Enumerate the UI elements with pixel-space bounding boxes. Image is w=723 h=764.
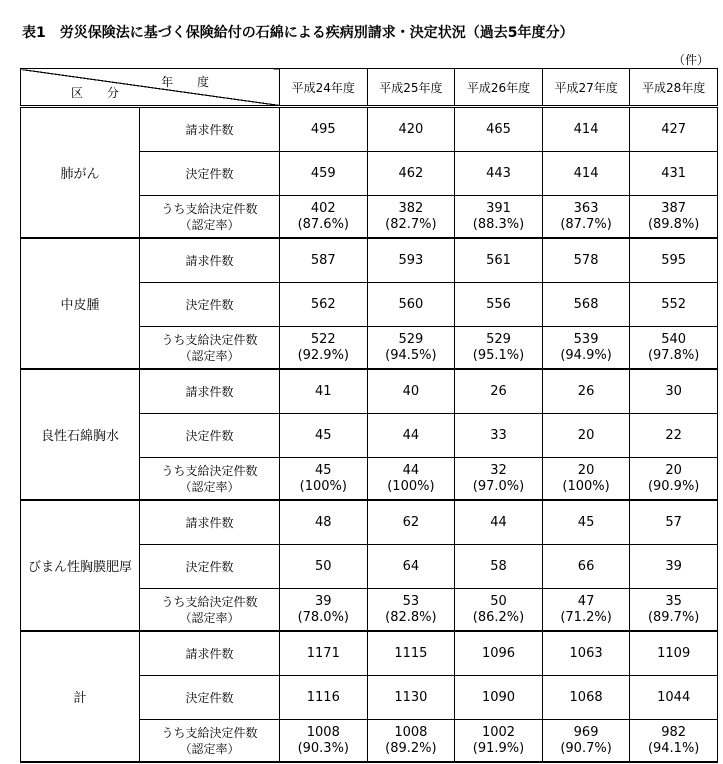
request-count: 41 <box>280 369 368 414</box>
decision-count: 50 <box>280 545 368 589</box>
header-year: 平成26年度 <box>455 69 543 107</box>
decision-count: 568 <box>542 283 630 327</box>
approved-count: 402 <box>310 200 336 216</box>
approval-rate: (89.2%) <box>385 740 437 756</box>
decision-count: 58 <box>455 545 543 589</box>
request-count: 45 <box>542 500 630 545</box>
approved-count: 45 <box>315 462 332 478</box>
approved-cell <box>630 589 718 632</box>
approved-cell <box>630 196 718 239</box>
approval-rate: (94.9%) <box>560 347 612 363</box>
row-label-approved <box>140 720 280 763</box>
approved-cell <box>280 720 368 763</box>
row-label-decision: 決定件数 <box>140 545 280 589</box>
decision-count: 560 <box>367 283 455 327</box>
request-count: 587 <box>280 238 368 283</box>
request-count: 495 <box>280 107 368 152</box>
unit-label: （件） <box>672 53 709 67</box>
table-row <box>21 631 718 676</box>
approved-count: 39 <box>315 593 332 609</box>
approval-rate: (94.1%) <box>647 740 700 756</box>
rate-label: （認定率） <box>179 217 240 232</box>
approval-rate: (82.7%) <box>385 216 437 232</box>
decision-count: 1130 <box>367 676 455 720</box>
request-count: 40 <box>367 369 455 414</box>
approved-count: 32 <box>490 462 507 478</box>
approval-rate: (91.9%) <box>472 740 525 756</box>
decision-count: 556 <box>455 283 543 327</box>
request-count: 420 <box>367 107 455 152</box>
approved-count: 1008 <box>306 724 340 740</box>
approved-count: 35 <box>665 593 682 609</box>
approval-rate: (78.0%) <box>297 609 350 625</box>
asbestos-claims-table <box>20 68 718 763</box>
row-label-decision: 決定件数 <box>140 676 280 720</box>
approved-cell <box>367 589 455 632</box>
header-kubun: 区 分 <box>71 86 129 100</box>
approved-cell <box>542 720 630 763</box>
rate-label: （認定率） <box>179 741 240 756</box>
row-label-decision: 決定件数 <box>140 152 280 196</box>
approved-cell <box>367 327 455 370</box>
header-year: 平成24年度 <box>280 69 368 107</box>
approved-count: 982 <box>661 724 687 740</box>
approval-rate: (94.5%) <box>385 347 437 363</box>
category-name: 中皮腫 <box>21 238 140 369</box>
request-count: 1063 <box>542 631 630 676</box>
table-row <box>21 369 718 414</box>
approved-cell <box>367 720 455 763</box>
request-count: 62 <box>367 500 455 545</box>
header-year: 平成28年度 <box>630 69 718 107</box>
category-name: 良性石綿胸水 <box>21 369 140 500</box>
decision-count: 44 <box>367 414 455 458</box>
row-label-request: 請求件数 <box>140 369 280 414</box>
request-count: 26 <box>455 369 543 414</box>
approved-count: 382 <box>398 200 424 216</box>
approval-rate: (89.7%) <box>647 609 700 625</box>
approval-rate: (90.7%) <box>560 740 612 756</box>
approved-cell <box>455 458 543 501</box>
decision-count: 462 <box>367 152 455 196</box>
request-count: 1096 <box>455 631 543 676</box>
row-label-approved <box>140 196 280 239</box>
request-count: 578 <box>542 238 630 283</box>
row-label-request: 請求件数 <box>140 631 280 676</box>
approved-count: 387 <box>661 200 687 216</box>
row-label-approved <box>140 589 280 632</box>
rate-label: （認定率） <box>179 348 240 363</box>
approved-count: 47 <box>577 593 595 609</box>
category-name: 計 <box>21 631 140 762</box>
approved-cell <box>280 458 368 501</box>
request-count: 427 <box>630 107 718 152</box>
approved-count: 20 <box>665 462 682 478</box>
request-count: 26 <box>542 369 630 414</box>
approval-rate: (97.8%) <box>647 347 700 363</box>
category-name: 肺がん <box>21 107 140 239</box>
request-count: 465 <box>455 107 543 152</box>
approved-cell <box>630 720 718 763</box>
header-year: 平成27年度 <box>542 69 630 107</box>
approved-cell <box>542 458 630 501</box>
decision-count: 64 <box>367 545 455 589</box>
table-row <box>21 107 718 152</box>
approved-cell <box>455 589 543 632</box>
decision-count: 562 <box>280 283 368 327</box>
approved-count: 969 <box>573 724 599 740</box>
approval-rate: (71.2%) <box>560 609 612 625</box>
approved-count: 529 <box>486 331 511 347</box>
request-count: 44 <box>455 500 543 545</box>
request-count: 593 <box>367 238 455 283</box>
approved-cell <box>280 196 368 239</box>
row-label-decision: 決定件数 <box>140 414 280 458</box>
approved-cell <box>367 458 455 501</box>
request-count: 57 <box>630 500 718 545</box>
approval-rate: (82.8%) <box>385 609 437 625</box>
approved-count: 1002 <box>481 724 516 740</box>
approved-cell <box>542 196 630 239</box>
category-name: びまん性胸膜肥厚 <box>21 500 140 631</box>
row-label-decision: 決定件数 <box>140 283 280 327</box>
approved-count: 363 <box>573 200 599 216</box>
approval-rate: (87.7%) <box>560 216 612 232</box>
approval-rate: (86.2%) <box>472 609 525 625</box>
approved-cell <box>367 196 455 239</box>
header-nendo: 年 度 <box>161 75 219 89</box>
decision-count: 459 <box>280 152 368 196</box>
decision-count: 552 <box>630 283 718 327</box>
decision-count: 1090 <box>455 676 543 720</box>
request-count: 1115 <box>367 631 455 676</box>
approved-label: うち支給決定件数 <box>161 725 258 740</box>
approved-count: 522 <box>310 331 336 347</box>
decision-count: 66 <box>542 545 630 589</box>
row-label-approved <box>140 327 280 370</box>
approved-cell <box>455 196 543 239</box>
request-count: 414 <box>542 107 630 152</box>
decision-count: 443 <box>455 152 543 196</box>
approved-count: 1008 <box>394 724 428 740</box>
row-label-request: 請求件数 <box>140 500 280 545</box>
approved-count: 44 <box>402 462 420 478</box>
request-count: 595 <box>630 238 718 283</box>
approval-rate: (97.0%) <box>472 478 525 494</box>
header-diagonal-cell <box>21 69 280 107</box>
decision-count: 33 <box>455 414 543 458</box>
request-count: 30 <box>630 369 718 414</box>
approved-cell <box>280 327 368 370</box>
approval-rate: (95.1%) <box>472 347 525 363</box>
decision-count: 1116 <box>280 676 368 720</box>
request-count: 561 <box>455 238 543 283</box>
decision-count: 20 <box>542 414 630 458</box>
approved-count: 540 <box>661 331 687 347</box>
approved-cell <box>542 589 630 632</box>
row-label-request: 請求件数 <box>140 238 280 283</box>
table-title: 表1 労災保険法に基づく保険給付の石綿による疾病別請求・決定状況（過去5年度分） <box>22 25 574 41</box>
approved-count: 50 <box>490 593 507 609</box>
request-count: 1109 <box>630 631 718 676</box>
decision-count: 39 <box>630 545 718 589</box>
decision-count: 431 <box>630 152 718 196</box>
row-label-approved <box>140 458 280 501</box>
approved-label: うち支給決定件数 <box>161 594 258 609</box>
decision-count: 1068 <box>542 676 630 720</box>
approved-label: うち支給決定件数 <box>161 201 258 216</box>
approval-rate: (92.9%) <box>297 347 350 363</box>
approved-count: 529 <box>398 331 424 347</box>
table-row <box>21 500 718 545</box>
approval-rate: (90.3%) <box>297 740 350 756</box>
decision-count: 22 <box>630 414 718 458</box>
approved-cell <box>630 327 718 370</box>
approved-cell <box>280 589 368 632</box>
decision-count: 45 <box>280 414 368 458</box>
approval-rate: (90.9%) <box>647 478 700 494</box>
approval-rate: (100%) <box>562 478 610 494</box>
approved-label: うち支給決定件数 <box>161 332 258 347</box>
approved-cell <box>630 458 718 501</box>
rate-label: （認定率） <box>179 479 240 494</box>
approval-rate: (100%) <box>387 478 435 494</box>
approved-count: 53 <box>402 593 420 609</box>
approved-count: 539 <box>573 331 599 347</box>
rate-label: （認定率） <box>179 610 240 625</box>
decision-count: 1044 <box>630 676 718 720</box>
approved-cell <box>542 327 630 370</box>
approved-cell <box>455 327 543 370</box>
approved-count: 391 <box>486 200 511 216</box>
row-label-request: 請求件数 <box>140 107 280 152</box>
approved-count: 20 <box>577 462 595 478</box>
header-row <box>21 69 718 107</box>
approved-label: うち支給決定件数 <box>161 463 258 478</box>
approval-rate: (89.8%) <box>647 216 700 232</box>
approval-rate: (87.6%) <box>297 216 350 232</box>
decision-count: 414 <box>542 152 630 196</box>
approval-rate: (100%) <box>299 478 347 494</box>
table-row <box>21 238 718 283</box>
approved-cell <box>455 720 543 763</box>
header-year: 平成25年度 <box>367 69 455 107</box>
request-count: 1171 <box>280 631 368 676</box>
approval-rate: (88.3%) <box>472 216 525 232</box>
request-count: 48 <box>280 500 368 545</box>
